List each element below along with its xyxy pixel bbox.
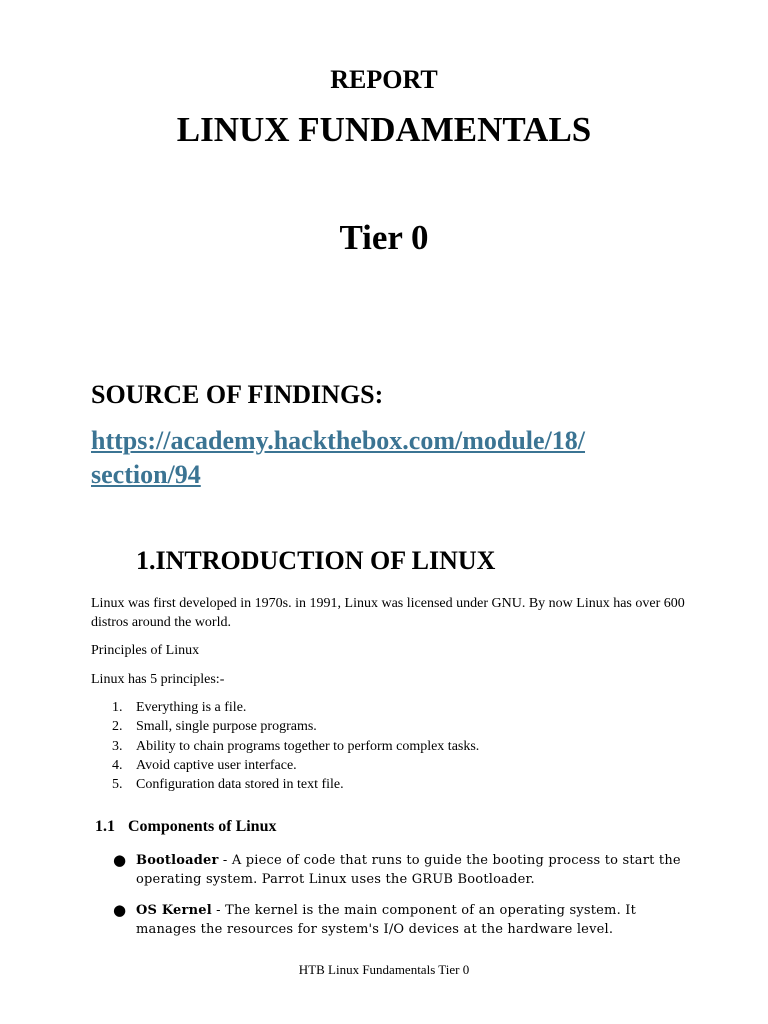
- source-link[interactable]: [91, 424, 731, 492]
- list-item: [91, 737, 479, 756]
- list-item-text: Configuration data stored in text file.: [136, 777, 344, 793]
- list-item: [91, 698, 479, 717]
- list-item: [91, 851, 691, 889]
- source-link-line2[interactable]: section/94: [91, 460, 201, 489]
- section-heading-introduction: 1.INTRODUCTION OF LINUX: [136, 546, 496, 575]
- intro-paragraph: Linux was first developed in 1970s. in 1991, Linux was licensed under GNU. By now Linux has over 600 distros around the world.: [91, 596, 685, 630]
- list-item-text: Everything is a file.: [136, 700, 247, 715]
- list-item-number: 2.: [112, 719, 123, 735]
- list-item: [91, 717, 479, 736]
- list-item-text: Avoid captive user interface.: [136, 757, 297, 773]
- source-link-line1[interactable]: https://academy.hackthebox.com/module/18/: [91, 426, 586, 455]
- subsection-number: 1.1: [95, 818, 115, 835]
- tier-title: Tier 0: [339, 218, 429, 257]
- list-item-number: 5.: [112, 777, 123, 793]
- list-item-text: Small, single purpose programs.: [136, 719, 317, 735]
- components-list: [91, 851, 691, 939]
- list-item-number: 3.: [112, 738, 123, 754]
- principles-heading: Principles of Linux: [91, 643, 200, 658]
- list-item: [91, 756, 479, 775]
- list-item-number: 1.: [112, 700, 123, 715]
- bullet-icon: ●: [113, 851, 127, 869]
- report-label: REPORT: [330, 65, 438, 94]
- principles-intro: Linux has 5 principles:-: [91, 672, 225, 687]
- principles-list: [91, 698, 479, 794]
- document-title: LINUX FUNDAMENTALS: [176, 110, 592, 149]
- page-footer: HTB Linux Fundamentals Tier 0: [298, 962, 470, 977]
- subsection-heading-components: [95, 818, 276, 836]
- component-description: - The kernel is the main component of an operating system. It manages the resources for system's I/O devices at the hardware level.: [136, 903, 637, 937]
- component-description: - A piece of code that runs to guide the booting process to start the operating system. Parrot Linux uses the GRUB Bootloader.: [136, 853, 681, 887]
- list-item: [91, 775, 479, 794]
- component-term: OS Kernel: [136, 903, 212, 918]
- list-item-text: Ability to chain programs together to perform complex tasks.: [136, 738, 480, 754]
- source-heading: SOURCE OF FINDINGS:: [91, 380, 384, 409]
- list-item: [91, 901, 691, 939]
- subsection-title: Components of Linux: [128, 818, 277, 835]
- bullet-icon: ●: [113, 901, 127, 919]
- component-term: Bootloader: [136, 853, 219, 868]
- list-item-number: 4.: [112, 757, 123, 773]
